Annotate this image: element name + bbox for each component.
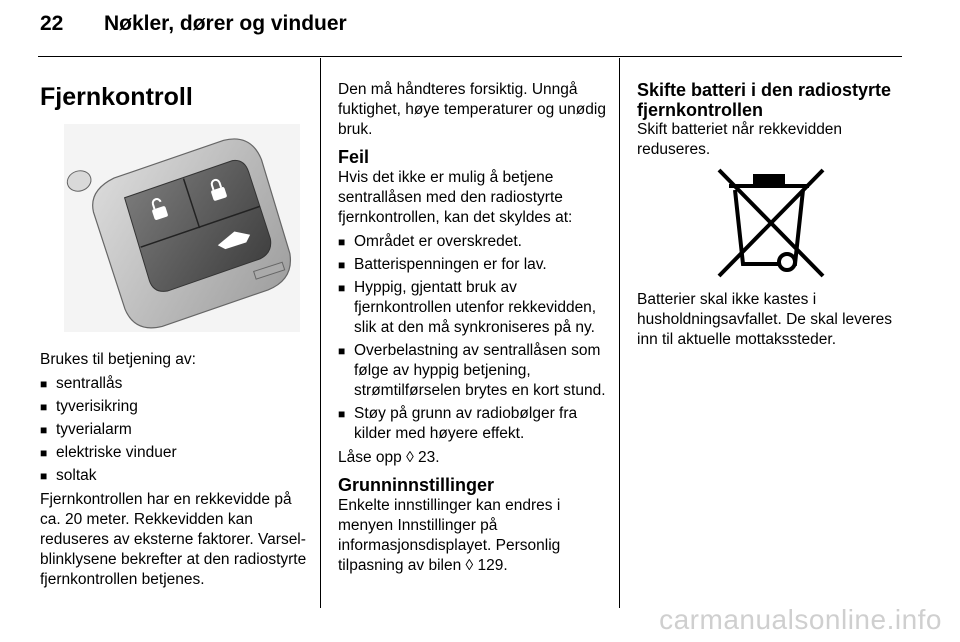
handling-paragraph: Den må håndteres forsiktig. Unngå fuktighet, høye temperaturer og unødig bruk. (338, 81, 606, 138)
list-item: ■ tyverisikring (40, 397, 308, 417)
battery-intro: Skift batteriet når rekkevidden reduseres. (637, 121, 843, 158)
uses-list (40, 374, 308, 486)
unlock-reference-link[interactable]: Låse opp ◊ 23. (338, 449, 440, 466)
settings-paragraph: Enkelte innstillinger kan endres i menyen Innstillinger på informasjonsdisplayet. Personlig tilpasning av bilen ◊ 129. (338, 497, 561, 574)
column-2 (338, 80, 606, 580)
list-item: ■ Støy på grunn av radiobølger fra kilder med høyere effekt. (338, 404, 606, 444)
list-item: ■ soltak (40, 466, 308, 486)
list-item: ■ elektriske vinduer (40, 443, 308, 463)
list-item: ■ sentrallås (40, 374, 308, 394)
list-item: ■ Hyppig, gjentatt bruk av fjernkontrollen utenfor rekkevidden, slik at den må synkroniseres på ny. (338, 278, 606, 338)
section-title: Nøkler, dører og vinduer (104, 12, 347, 35)
list-item: ■ Batterispenningen er for lav. (338, 255, 606, 275)
column-divider (619, 58, 620, 608)
watermark: carmanualsonline.info (659, 604, 942, 635)
column-divider (320, 58, 321, 608)
list-item: ■ Området er overskredet. (338, 232, 606, 252)
page-number: 22 (40, 12, 64, 35)
heading-battery-replacement: Skifte batteri i den radiostyrte fjernkontrollen (637, 80, 892, 120)
heading-feil: Feil (338, 147, 370, 167)
column-3 (637, 80, 905, 354)
fault-intro: Hvis det ikke er mulig å betjene sentrallåsen med den radiostyrte fjernkontrollen, kan det skyldes at: (338, 169, 573, 226)
header-rule (38, 56, 902, 57)
causes-list (338, 232, 606, 444)
heading-fjernkontroll: Fjernkontroll (40, 83, 193, 111)
list-item: ■ tyverialarm (40, 420, 308, 440)
uses-intro: Brukes til betjening av: (40, 351, 196, 368)
remote-key-illustration (40, 116, 308, 336)
list-item: ■ Overbelastning av sentrallåsen som følge av hyppig betjening, strømtilførselen brytes en kort stund. (338, 341, 606, 401)
range-paragraph: Fjernkontrollen har en rekkevidde på ca. 20 meter. Rekkevidden kan reduseres av eksterne faktorer. Varselblinklysene bekrefter at den radiostyrte fjernkontrollen betjenes. (40, 491, 307, 588)
heading-grunninnstillinger: Grunninnstillinger (338, 475, 494, 495)
column-1 (40, 82, 308, 594)
disposal-paragraph: Batterier skal ikke kastes i husholdningsavfallet. De skal leveres inn til aktuelle mottakssteder. (637, 291, 893, 348)
crossed-bin-icon (637, 168, 905, 280)
